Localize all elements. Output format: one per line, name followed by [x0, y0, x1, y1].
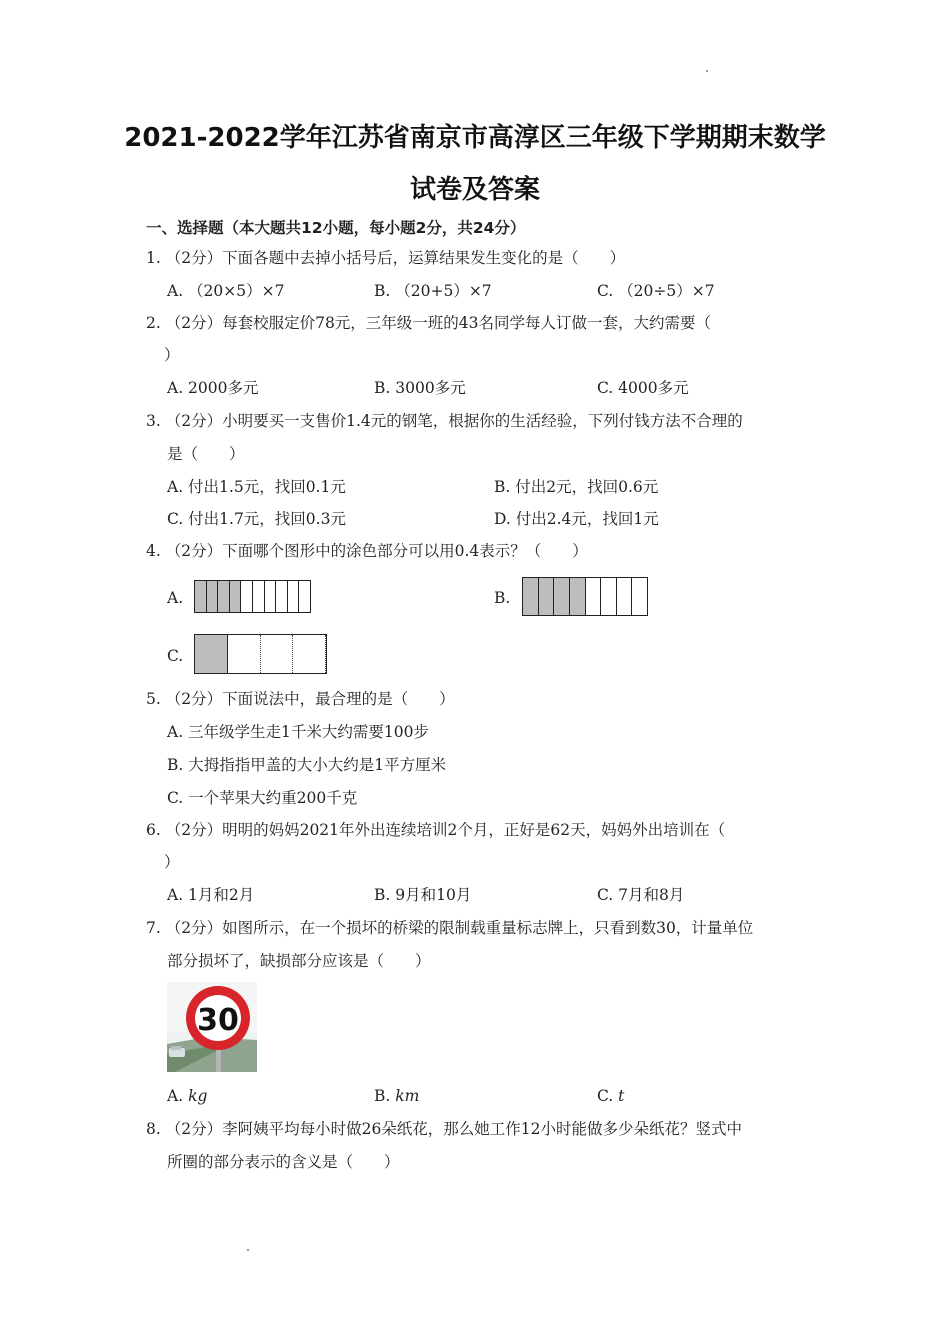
question-1-stem: 1. （2分）下面各题中去掉小括号后，运算结果发生变化的是（ ）	[146, 249, 626, 267]
empty-cell	[261, 635, 294, 673]
option-letter: C.	[597, 1087, 619, 1105]
question-6-option-b: B. 9月和10月	[374, 886, 472, 904]
question-6-option-a: A. 1月和2月	[167, 886, 255, 904]
shaded-cell	[539, 578, 555, 615]
shaded-cell	[523, 578, 539, 615]
shaded-cell	[195, 635, 228, 673]
option-letter: A.	[167, 1087, 189, 1105]
question-3-option-c: C. 付出1.7元，找回0.3元	[167, 510, 346, 528]
empty-cell	[276, 581, 288, 612]
question-4-option-b: B.	[494, 589, 511, 607]
question-3-stem: 3. （2分）小明要买一支售价1.4元的钢笔，根据你的生活经验，下列付钱方法不合理的	[146, 412, 743, 430]
scan-dot	[247, 1249, 249, 1251]
section-heading: 一、选择题（本大题共12小题，每小题2分，共24分）	[146, 219, 526, 237]
question-7-option-b	[374, 1086, 419, 1106]
question-4-option-c: C.	[167, 647, 184, 665]
question-3-stem-cont: 是（ ）	[167, 445, 245, 463]
question-8-stem: 8. （2分）李阿姨平均每小时做26朵纸花，那么她工作12小时能做多少朵纸花？竖式中	[146, 1120, 743, 1138]
scan-dot	[706, 70, 708, 72]
fraction-bar-a	[194, 580, 311, 613]
question-6-option-c: C. 7月和8月	[597, 886, 685, 904]
unit-kg: kg	[188, 1087, 208, 1105]
question-6-stem-cont: ）	[164, 853, 180, 871]
question-2-stem: 2. （2分）每套校服定价78元，三年级一班的43名同学每人订做一套，大约需要（	[146, 314, 712, 332]
empty-cell	[632, 578, 647, 615]
question-2-stem-cont: ）	[164, 346, 180, 364]
empty-cell	[299, 581, 310, 612]
empty-cell	[293, 635, 326, 673]
option-letter: B.	[374, 1087, 396, 1105]
empty-cell	[601, 578, 617, 615]
shaded-cell	[195, 581, 207, 612]
question-3-option-a: A. 付出1.5元，找回0.1元	[167, 478, 346, 496]
empty-cell	[241, 581, 253, 612]
question-4-option-a: A.	[167, 589, 184, 607]
question-7-stem: 7. （2分）如图所示，在一个损坏的桥梁的限制载重量标志牌上，只看到数30，计量单位	[146, 919, 754, 937]
empty-cell	[288, 581, 300, 612]
question-1-option-a: A. （20×5）×7	[167, 282, 285, 300]
sign-number: 30	[197, 1003, 239, 1038]
question-1-option-c: C. （20÷5）×7	[597, 282, 715, 300]
fraction-bar-c	[194, 634, 327, 674]
fraction-bar-b	[522, 577, 648, 616]
weight-limit-sign-image	[167, 982, 257, 1072]
shaded-cell	[207, 581, 219, 612]
question-2-option-b: B. 3000多元	[374, 379, 466, 397]
document-title-line1: 2021-2022学年江苏省南京市高淳区三年级下学期期末数学	[124, 123, 826, 153]
shaded-cell	[218, 581, 230, 612]
shaded-cell	[230, 581, 242, 612]
question-3-option-b: B. 付出2元，找回0.6元	[494, 478, 659, 496]
empty-cell	[253, 581, 265, 612]
question-7-option-c	[597, 1086, 624, 1106]
unit-t: t	[618, 1087, 625, 1105]
empty-cell	[228, 635, 261, 673]
question-8-stem-cont: 所圈的部分表示的含义是（ ）	[167, 1153, 400, 1171]
question-3-option-d: D. 付出2.4元，找回1元	[494, 510, 659, 528]
unit-km: km	[395, 1087, 420, 1105]
question-5-option-b: B. 大拇指指甲盖的大小大约是1平方厘米	[167, 756, 447, 774]
question-4-stem: 4. （2分）下面哪个图形中的涂色部分可以用0.4表示？（ ）	[146, 542, 588, 560]
empty-cell	[265, 581, 277, 612]
shaded-cell	[570, 578, 586, 615]
question-5-option-a: A. 三年级学生走1千米大约需要100步	[167, 723, 429, 741]
question-5-option-c: C. 一个苹果大约重200千克	[167, 789, 358, 807]
question-2-option-c: C. 4000多元	[597, 379, 689, 397]
empty-cell	[586, 578, 602, 615]
question-7-option-a	[167, 1086, 207, 1106]
question-5-stem: 5. （2分）下面说法中，最合理的是（ ）	[146, 690, 455, 708]
question-1-option-b: B. （20+5）×7	[374, 282, 492, 300]
shaded-cell	[554, 578, 570, 615]
document-title-line2: 试卷及答案	[409, 175, 540, 205]
question-2-option-a: A. 2000多元	[167, 379, 259, 397]
question-6-stem: 6. （2分）明明的妈妈2021年外出连续培训2个月，正好是62天，妈妈外出培训在（	[146, 821, 726, 839]
empty-cell	[617, 578, 633, 615]
question-7-stem-cont: 部分损坏了，缺损部分应该是（ ）	[167, 952, 431, 970]
